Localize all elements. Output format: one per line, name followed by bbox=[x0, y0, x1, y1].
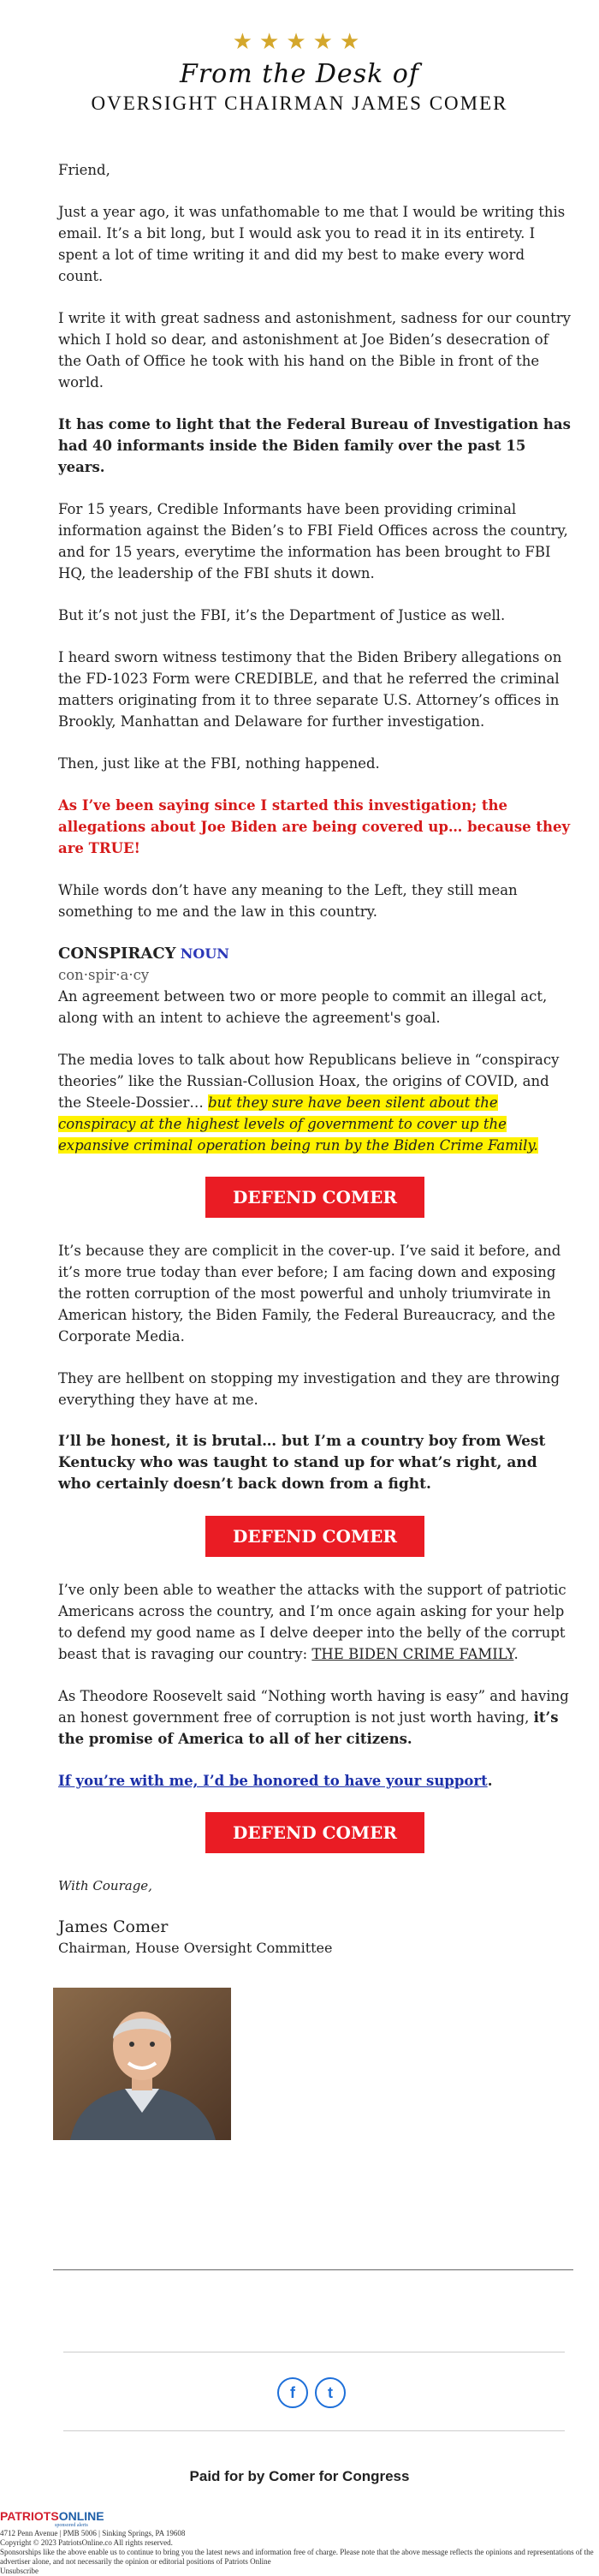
paragraph: Then, just like at the FBI, nothing happened. bbox=[58, 755, 380, 772]
red-headline: As I’ve been saying since I started this investigation; the allegations about Joe Biden are being covered up… because they are TRUE! bbox=[58, 797, 571, 856]
letter-body bbox=[58, 159, 572, 1959]
paragraph: But it’s not just the FBI, it’s the Department of Justice as well. bbox=[58, 607, 506, 623]
paragraph bbox=[58, 1685, 572, 1750]
paragraph-text: The media loves to talk about how Republicans believe in “conspiracy theories” like the Russian-Collusion Hoax, the origins of COVID, and the Steele-Dossier… bbox=[58, 1052, 560, 1111]
paragraph bbox=[58, 1579, 572, 1665]
paragraph: They are hellbent on stopping my investigation and they are throwing everything they have at me. bbox=[58, 1370, 560, 1408]
definition-block bbox=[58, 943, 572, 1029]
twitter-icon[interactable]: t bbox=[315, 2377, 346, 2408]
patriots-online-logo bbox=[0, 2509, 599, 2523]
defend-comer-button[interactable]: DEFEND COMER bbox=[205, 1812, 424, 1853]
portrait-photo bbox=[53, 1988, 231, 2140]
letter-header bbox=[0, 29, 599, 116]
paragraph bbox=[58, 1049, 572, 1156]
portrait-illustration bbox=[53, 1988, 231, 2140]
paragraph: I write it with great sadness and astonishment, sadness for our country which I hold so dear, and astonishment at Joe Biden’s desecration of the Oath of Office he took with his hand on the Bible in front of the world. bbox=[58, 310, 571, 391]
divider bbox=[53, 2269, 573, 2270]
unsubscribe-link[interactable]: Unsubscribe bbox=[0, 2567, 39, 2575]
highlighted-text: but they sure have been silent about the conspiracy at the highest levels of government to cover up the expansive criminal operation being run by the Biden Crime Family. bbox=[58, 1094, 538, 1154]
logo-part1: PATRIOTS bbox=[0, 2509, 59, 2523]
paragraph-end: . bbox=[513, 1646, 519, 1662]
logo-tagline: sponsored alerts bbox=[55, 2523, 88, 2528]
paragraph-bold: It has come to light that the Federal Bureau of Investigation has had 40 informants inside the Biden family over the past 15 years. bbox=[58, 416, 571, 475]
support-paragraph bbox=[58, 1770, 572, 1792]
paragraph: It’s because they are complicit in the cover-up. I’ve said it before, and it’s more true today than ever before; I am facing down and exposing the rotten corruption of the most powerful and unholy triumvirate in American history, the Biden Family, the Federal Bureaucracy, and the Corporate Media. bbox=[58, 1243, 561, 1345]
footer-address: 4712 Penn Avenue | PMB 5006 | Sinking Springs, PA 19608 bbox=[0, 2529, 186, 2537]
definition-word: CONSPIRACY bbox=[58, 945, 176, 963]
facebook-icon[interactable]: f bbox=[277, 2377, 308, 2408]
defend-comer-button[interactable]: DEFEND COMER bbox=[205, 1516, 424, 1557]
paragraph: For 15 years, Credible Informants have been providing criminal information against the Biden’s to FBI Field Offices across the country, and for 15 years, everytime the information has been brought to FBI HQ, the leadership of the FBI shuts it down. bbox=[58, 501, 568, 581]
biden-crime-family-text: THE BIDEN CRIME FAMILY bbox=[311, 1646, 514, 1662]
paid-for-notice: Paid for by Comer for Congress bbox=[189, 2468, 410, 2484]
greeting: Friend, bbox=[58, 162, 110, 178]
footer-copyright: Copyright © 2023 PatriotsOnline.co All rights reserved. bbox=[0, 2538, 173, 2547]
definition-pronunciation: con·spir·a·cy bbox=[58, 967, 150, 983]
paragraph: While words don’t have any meaning to the Left, they still mean something to me and the law in this country. bbox=[58, 882, 518, 920]
support-link[interactable]: If you’re with me, I’d be honored to have your support bbox=[58, 1773, 488, 1789]
definition-pos: NOUN bbox=[180, 945, 229, 962]
paragraph: I heard sworn witness testimony that the Biden Bribery allegations on the FD-1023 Form were CREDIBLE, and that he referred the criminal matters originating from it to three separate U.S. Attorney’s offices in Brookly, Manhattan and Delaware for further investigation. bbox=[58, 649, 562, 730]
stars-icon: ★★★★★ bbox=[232, 29, 367, 55]
paragraph-text: As Theodore Roosevelt said “Nothing worth having is easy” and having an honest government free of corruption is not just worth having, bbox=[58, 1688, 569, 1726]
social-links bbox=[277, 2377, 346, 2408]
paragraph-bold-text: it’s the promise of America to all of her citizens. bbox=[58, 1709, 559, 1747]
support-end: . bbox=[487, 1773, 493, 1789]
signature-title: Chairman, House Oversight Committee bbox=[58, 1940, 333, 1956]
paragraph: Just a year ago, it was unfathomable to me that I would be writing this email. It’s a bit long, but I would ask you to read it in its entirety. I spent a lot of time writing it and did my best to make every word count. bbox=[58, 204, 566, 284]
definition-meaning: An agreement between two or more people to commit an illegal act, along with an intent to achieve the agreement's goal. bbox=[58, 988, 548, 1026]
logo-part2: ONLINE bbox=[58, 2509, 104, 2523]
chairman-line: OVERSIGHT CHAIRMAN JAMES COMER bbox=[91, 92, 508, 114]
paragraph-text: I’ve only been able to weather the attacks with the support of patriotic Americans across the country, and I’m once again asking for your help to defend my good name as I delve deeper into the belly of the corrupt beast that is ravaging our country: bbox=[58, 1582, 566, 1662]
signature-name: James Comer bbox=[58, 1917, 169, 1936]
defend-comer-button[interactable]: DEFEND COMER bbox=[205, 1177, 424, 1218]
divider bbox=[63, 2430, 565, 2431]
paragraph-bold: I’ll be honest, it is brutal… but I’m a country boy from West Kentucky who was taught to stand up for what’s right, and who certainly doesn’t back down from a fight. bbox=[58, 1433, 546, 1493]
signature-closing: With Courage, bbox=[58, 1878, 152, 1893]
footer bbox=[0, 2509, 599, 2576]
desk-line: From the Desk of bbox=[180, 59, 419, 89]
footer-disclaimer: Sponsorships like the above enable us to continue to bring you the latest news and information free of charge. Please note that the above message reflects the opinions and representations of the advertiser alone, and not necessarily the opinion or editorial positions of Patriots Online bbox=[0, 2548, 594, 2566]
